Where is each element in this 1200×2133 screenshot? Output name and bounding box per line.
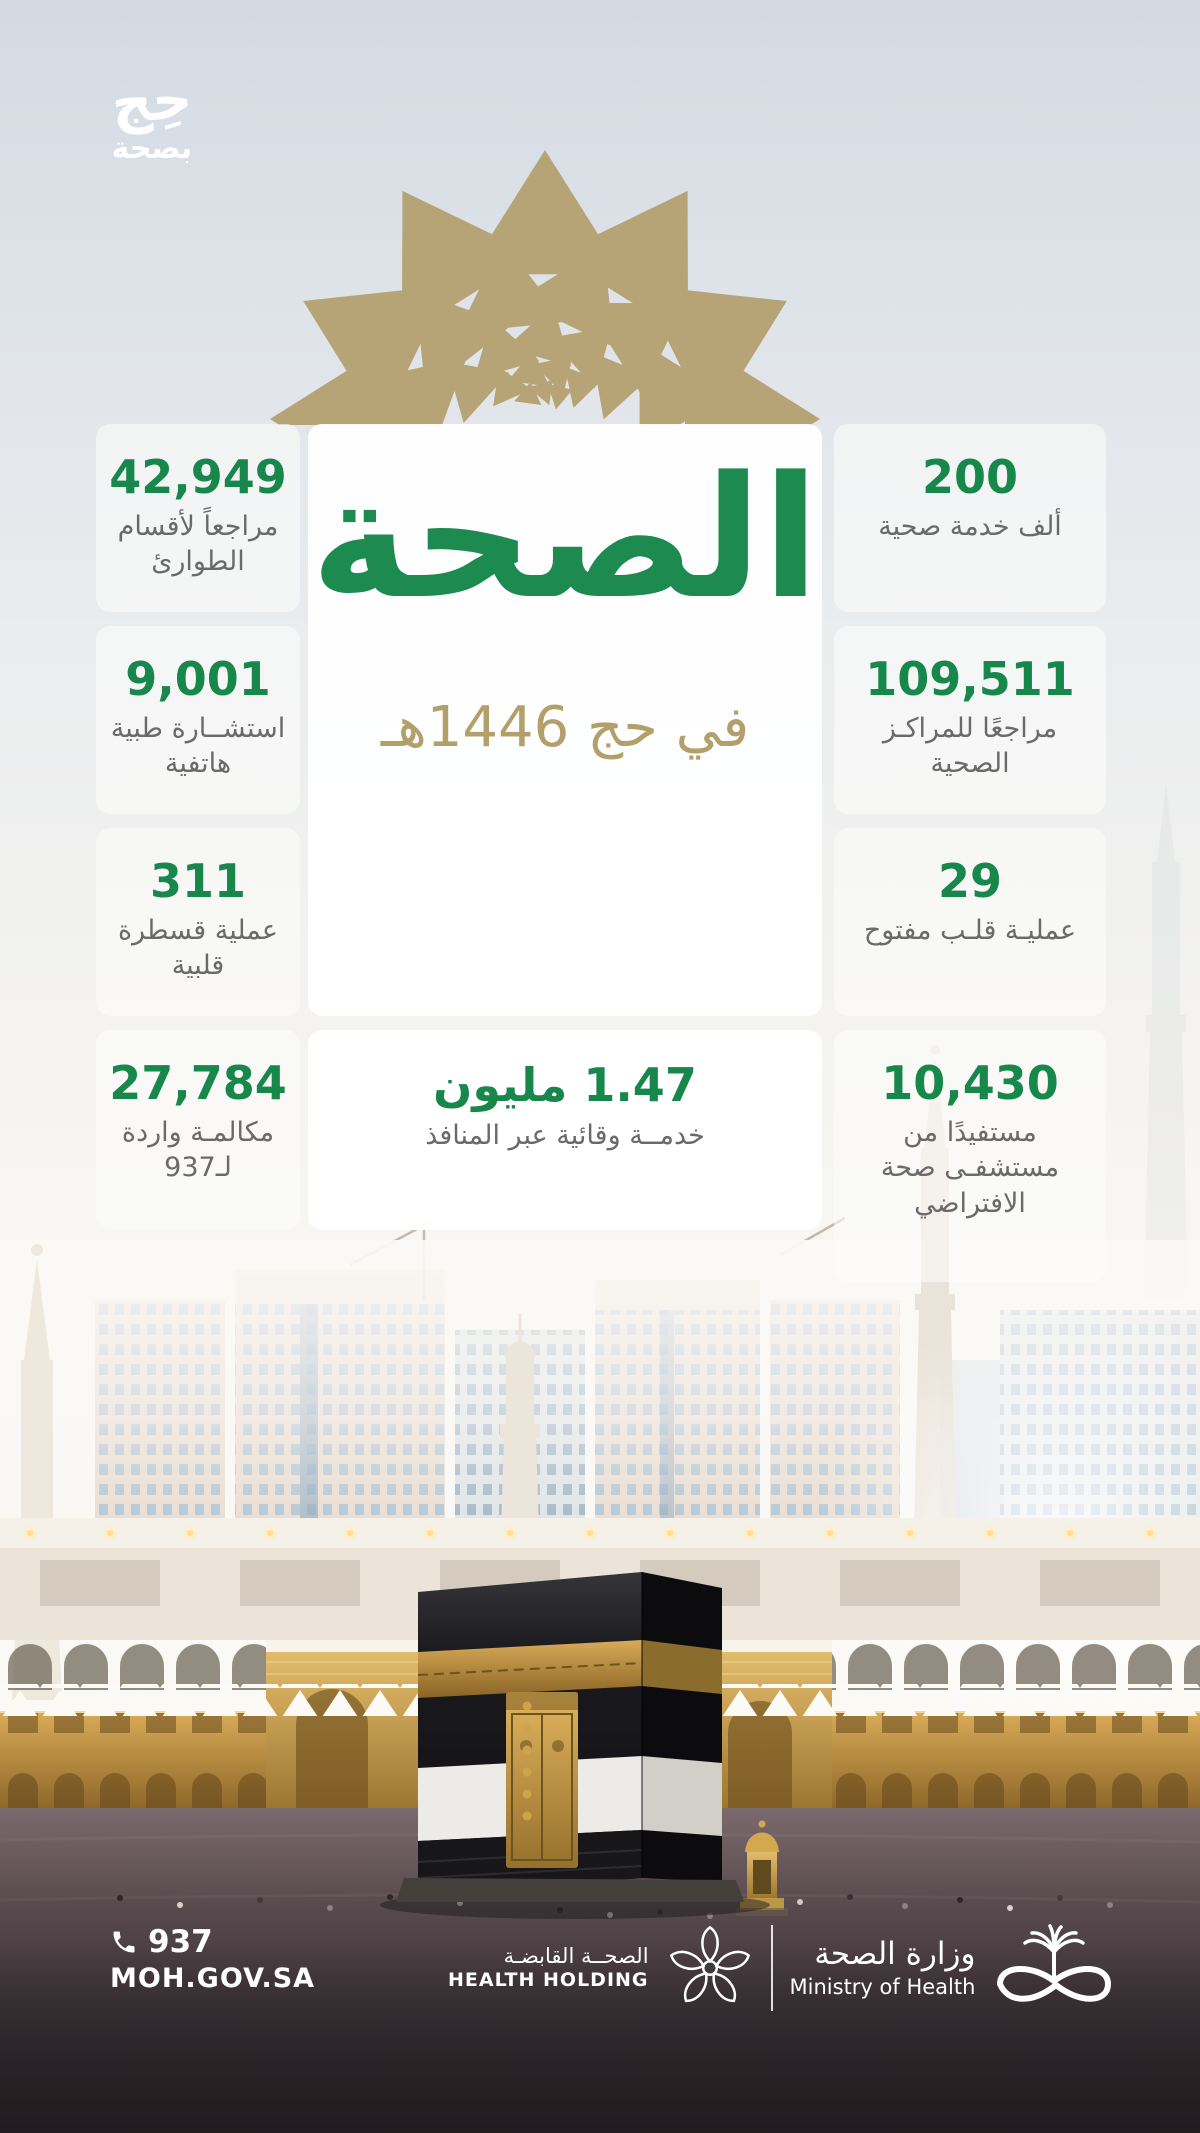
phone-number: 937 — [148, 1924, 213, 1960]
stat-value: 27,784 — [109, 1056, 287, 1110]
footer-logos — [448, 1916, 1116, 2020]
stat-value: 29 — [937, 854, 1002, 908]
stat-value: 9,001 — [125, 652, 271, 706]
stat-label: استشــارة طبية هاتفية — [110, 712, 286, 780]
footer-divider — [771, 1925, 773, 2011]
stat-value: 109,511 — [865, 652, 1075, 706]
badge-line2: بصحة — [111, 131, 193, 166]
page-title: الصحة — [310, 440, 820, 636]
stat-card-open-heart — [834, 828, 1106, 1016]
stat-value: 10,430 — [881, 1056, 1059, 1110]
stat-card-virtual-hospital — [834, 1030, 1106, 1282]
moh-wordmark — [790, 1936, 976, 2000]
stat-value: 311 — [149, 854, 247, 908]
faint-minaret — [1144, 785, 1188, 1300]
footer-contact — [110, 1924, 315, 1994]
geometric-ornament-icon — [265, 147, 825, 425]
health-holding-wordmark — [448, 1943, 649, 1993]
arcade-lamps — [23, 1526, 1157, 1540]
stat-label: مراجعًا للمراكـز الصحية — [882, 712, 1058, 780]
stat-value: 42,949 — [109, 450, 287, 504]
stat-value: 1.47 مليون — [433, 1058, 697, 1112]
stat-label: عملية قسطرة قلبية — [117, 914, 279, 982]
stat-label: عمليـة قلـب مفتوح — [863, 914, 1077, 946]
moh-arabic: وزارة الصحة — [814, 1935, 976, 1972]
stat-card-preventive-services — [308, 1030, 822, 1230]
stat-card-937-calls — [96, 1030, 300, 1230]
stat-card-phone-consultations — [96, 626, 300, 814]
stat-card-emergency — [96, 424, 300, 612]
stat-label: مراجعاً لأقسام الطوارئ — [117, 510, 279, 578]
stat-card-health-centers — [834, 626, 1106, 814]
website: MOH.GOV.SA — [110, 1963, 316, 1994]
stat-label: ألف خدمة صحية — [878, 510, 1062, 542]
health-holding-english: HEALTH HOLDING — [448, 1969, 649, 1992]
badge-line1: حِج — [109, 66, 195, 137]
stat-label: مكالمـة واردة لـ937 — [121, 1116, 275, 1184]
health-holding-flower-icon — [666, 1924, 754, 2012]
page-subtitle: في حج 1446هـ — [380, 695, 750, 761]
kaaba-base — [396, 1878, 744, 1902]
phone-icon — [110, 1928, 138, 1956]
title-card — [308, 424, 822, 1016]
moh-emblem-icon — [992, 1922, 1116, 2014]
stat-value: 200 — [921, 450, 1019, 504]
health-holding-arabic: الصحــة القابضـة — [503, 1944, 649, 1968]
hajj-health-badge — [92, 66, 212, 166]
stat-label: خدمــة وقائية عبر المنافذ — [425, 1120, 705, 1151]
kaaba — [380, 1572, 770, 1919]
stat-label: مستفيدًا من مستشفـى صحة الافتراضي — [880, 1116, 1060, 1219]
stat-card-health-services — [834, 424, 1106, 612]
moh-english: Ministry of Health — [789, 1975, 976, 1999]
stat-card-catheterization — [96, 828, 300, 1016]
